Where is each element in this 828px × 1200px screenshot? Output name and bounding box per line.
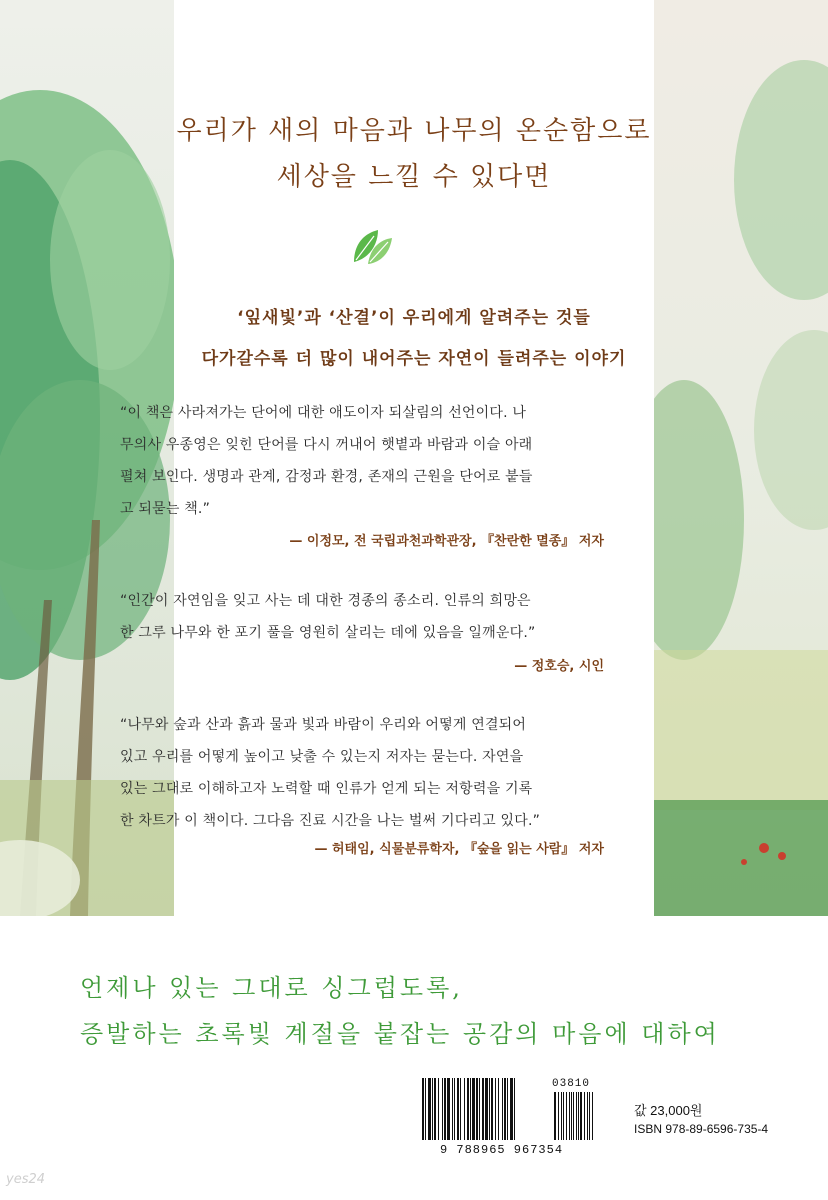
barcode-bar <box>444 1078 446 1140</box>
barcode-addon-bar <box>563 1092 564 1140</box>
barcode-addon-bar <box>573 1092 574 1140</box>
barcode-bar <box>447 1078 450 1140</box>
barcode-addon-bar <box>576 1092 577 1140</box>
tagline-line-1: 언제나 있는 그대로 싱그럽도록, <box>80 974 463 1002</box>
barcode-bar <box>452 1078 453 1140</box>
subheadline-line-2: 다가갈수록 더 많이 내어주는 자연이 들려주는 이야기 <box>201 349 627 369</box>
barcode-bar <box>425 1078 426 1140</box>
barcode-bar <box>460 1078 461 1140</box>
quote-3-line: 한 차트가 이 책이다. 그다음 진료 시간을 나는 벌써 기다리고 있다.” <box>120 813 541 829</box>
barcode-bar <box>514 1078 515 1140</box>
barcode-bar <box>510 1078 513 1140</box>
quote-1-line: “이 책은 사라져가는 단어에 대한 애도이자 되살림의 선언이다. 나 <box>120 405 527 421</box>
barcode-addon-bar <box>569 1092 570 1140</box>
barcode-bar <box>438 1078 439 1140</box>
barcode-bar <box>454 1078 455 1140</box>
barcode-addon-bar <box>580 1092 582 1140</box>
barcode-addon-bar <box>584 1092 585 1140</box>
barcode-bar <box>489 1078 490 1140</box>
quote-3-line: 있는 그대로 이해하고자 노력할 때 인류가 얻게 되는 저항력을 기록 <box>120 781 533 797</box>
quote-2-attribution: — 정호승, 시인 <box>514 659 604 674</box>
barcode-bar <box>442 1078 443 1140</box>
quote-2-line: 한 그루 나무와 한 포기 풀을 영원히 살리는 데에 있음을 일깨운다.” <box>120 625 536 641</box>
price-label: 값 23,000원 <box>634 1103 703 1118</box>
barcode-addon-bar <box>566 1092 567 1140</box>
barcode-addon-bar <box>561 1092 562 1140</box>
headline-line-2: 세상을 느낄 수 있다면 <box>276 162 552 192</box>
barcode-bar <box>485 1078 488 1140</box>
barcode-bar <box>464 1078 465 1140</box>
cover-painting-right <box>654 0 828 916</box>
quote-3-line: “나무와 숲과 산과 흙과 물과 빛과 바람이 우리와 어떻게 연결되어 <box>120 717 527 733</box>
barcode-digits: 9 788965 967354 <box>440 1143 564 1157</box>
barcode-bar <box>432 1078 433 1140</box>
barcode-addon-bar <box>571 1092 572 1140</box>
barcode-bar <box>502 1078 503 1140</box>
barcode-bar <box>476 1078 478 1140</box>
barcode-addon-bar <box>558 1092 559 1140</box>
quote-1-line: 무의사 우종영은 잊힌 단어를 다시 꺼내어 햇볕과 바람과 이슬 아래 <box>120 437 533 453</box>
leaf-icon <box>348 222 396 270</box>
barcode-addon-digits: 03810 <box>552 1078 591 1090</box>
barcode-bar <box>479 1078 480 1140</box>
barcode-bar <box>467 1078 469 1140</box>
quote-2-line: “인간이 자연임을 잊고 사는 데 대한 경종의 종소리. 인류의 희망은 <box>120 593 531 609</box>
quote-1-attribution: — 이정모, 전 국립과천과학관장, 『찬란한 멸종』 저자 <box>289 534 604 549</box>
barcode-bar <box>472 1078 475 1140</box>
barcode-bar <box>495 1078 496 1140</box>
barcode-addon-bar <box>554 1092 556 1140</box>
barcode-addon-bar <box>578 1092 579 1140</box>
barcode-bar <box>491 1078 493 1140</box>
barcode-bar <box>482 1078 484 1140</box>
barcode-bar <box>507 1078 508 1140</box>
tagline-line-2: 증발하는 초록빛 계절을 붙잡는 공감의 마음에 대하여 <box>80 1020 720 1048</box>
quote-1-line: 고 되묻는 책.” <box>120 501 211 517</box>
barcode-bar <box>498 1078 499 1140</box>
barcode-bar <box>504 1078 506 1140</box>
barcode-bar <box>434 1078 436 1140</box>
barcode-bar <box>470 1078 471 1140</box>
quote-3-line: 있고 우리를 어떻게 높이고 낮출 수 있는지 저자는 묻는다. 자연을 <box>120 749 524 765</box>
barcode-bar <box>422 1078 424 1140</box>
headline-line-1: 우리가 새의 마음과 나무의 온순함으로 <box>176 116 652 146</box>
watermark-text: yes24 <box>6 1172 46 1187</box>
isbn-label: ISBN 978-89-6596-735-4 <box>634 1122 769 1136</box>
barcode-addon-bar <box>592 1092 593 1140</box>
subheadline-line-1: ‘잎새빛’과 ‘산결’이 우리에게 알려주는 것들 <box>237 308 591 328</box>
quote-1-line: 펼쳐 보인다. 생명과 관계, 감정과 환경, 존재의 근원을 단어로 붙들 <box>120 469 533 485</box>
barcode-bar <box>457 1078 459 1140</box>
quote-3-attribution: — 허태임, 식물분류학자, 『숲을 읽는 사람』 저자 <box>314 842 604 857</box>
barcode-bar <box>428 1078 431 1140</box>
barcode-addon-bar <box>587 1092 588 1140</box>
barcode-addon-bar <box>589 1092 590 1140</box>
